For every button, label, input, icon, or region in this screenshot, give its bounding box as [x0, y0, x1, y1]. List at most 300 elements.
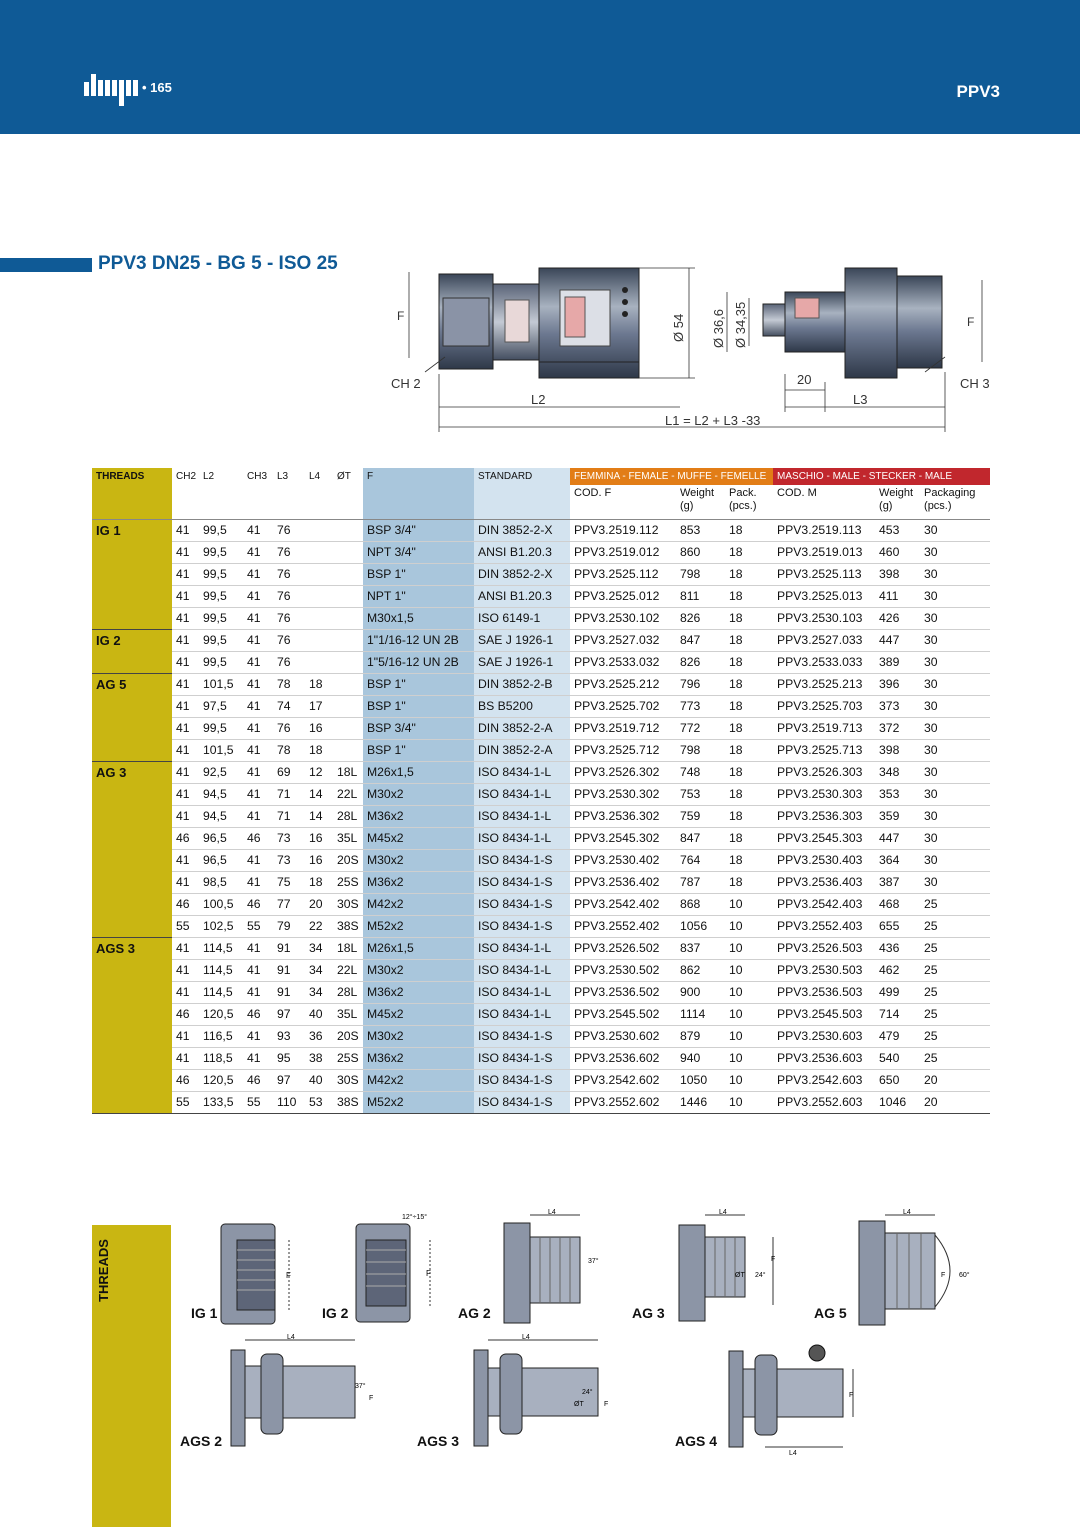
cell-l4: 18	[305, 872, 333, 894]
cell-l4: 34	[305, 938, 333, 960]
cell-weight-f: 826	[676, 608, 725, 630]
col-cod-m: COD. M	[773, 485, 875, 520]
thread-group-cell	[92, 586, 172, 608]
drawing-label-d3435: Ø 34,35	[733, 301, 748, 348]
drawing-label-ch3: CH 3	[960, 376, 990, 391]
table-row	[92, 718, 990, 740]
cell-standard: DIN 3852-2-X	[474, 564, 570, 586]
cell-l3: 75	[273, 872, 305, 894]
cell-cod-f: PPV3.2542.602	[570, 1070, 676, 1092]
cell-pack-f: 18	[725, 586, 773, 608]
cell-ot: 35L	[333, 1004, 363, 1026]
cell-l2: 114,5	[199, 960, 243, 982]
cell-ch3: 41	[243, 982, 273, 1004]
ags2-f-label: F	[369, 1395, 374, 1402]
cell-pack-f: 18	[725, 564, 773, 586]
cell-ch3: 46	[243, 894, 273, 916]
cell-standard: DIN 3852-2-A	[474, 718, 570, 740]
cell-l3: 91	[273, 982, 305, 1004]
cell-weight-f: 796	[676, 674, 725, 696]
thread-group-cell	[92, 740, 172, 762]
cell-l2: 98,5	[199, 872, 243, 894]
cell-weight-f: 798	[676, 564, 725, 586]
cell-weight-m: 1046	[875, 1092, 920, 1114]
cell-l3: 77	[273, 894, 305, 916]
cell-ot: 28L	[333, 982, 363, 1004]
thread-group-cell	[92, 1092, 172, 1114]
thread-group-cell	[92, 960, 172, 982]
cell-l2: 94,5	[199, 784, 243, 806]
cell-l2: 101,5	[199, 674, 243, 696]
cell-ot: 22L	[333, 784, 363, 806]
cell-pack-f: 18	[725, 520, 773, 542]
cell-ch2: 41	[172, 850, 199, 872]
table-row	[92, 630, 990, 652]
cell-pack-m: 30	[920, 652, 990, 674]
thread-group-cell	[92, 696, 172, 718]
cell-f: 1"1/16-12 UN 2B	[363, 630, 474, 652]
table-row	[92, 850, 990, 872]
thread-label-ag3: AG 3	[632, 1305, 665, 1321]
cell-l2: 101,5	[199, 740, 243, 762]
cell-pack-m: 25	[920, 960, 990, 982]
cell-ot	[333, 630, 363, 652]
cell-weight-m: 387	[875, 872, 920, 894]
cell-f: BSP 1"	[363, 564, 474, 586]
cell-standard: SAE J 1926-1	[474, 652, 570, 674]
cell-pack-f: 10	[725, 1070, 773, 1092]
cell-f: M26x1,5	[363, 938, 474, 960]
cell-ch3: 46	[243, 828, 273, 850]
cell-cod-f: PPV3.2545.502	[570, 1004, 676, 1026]
cell-weight-m: 453	[875, 520, 920, 542]
table-row	[92, 674, 990, 696]
cell-l2: 99,5	[199, 630, 243, 652]
thread-ag5-drawing	[855, 1205, 975, 1329]
cell-weight-f: 826	[676, 652, 725, 674]
cell-l3: 76	[273, 520, 305, 542]
drawing-label-d366: Ø 36,6	[711, 308, 726, 348]
cell-l3: 76	[273, 718, 305, 740]
ags4-l4-label: L4	[789, 1450, 797, 1457]
cell-l2: 133,5	[199, 1092, 243, 1114]
cell-weight-m: 426	[875, 608, 920, 630]
cell-weight-f: 1050	[676, 1070, 725, 1092]
drawing-label-f-left: F	[397, 309, 405, 323]
cell-standard: ISO 8434-1-L	[474, 1004, 570, 1026]
cell-weight-f: 860	[676, 542, 725, 564]
cell-pack-f: 18	[725, 784, 773, 806]
thread-group-cell	[92, 806, 172, 828]
cell-cod-f: PPV3.2552.602	[570, 1092, 676, 1114]
cell-l2: 120,5	[199, 1070, 243, 1092]
cell-f: NPT 1"	[363, 586, 474, 608]
cell-l3: 91	[273, 938, 305, 960]
cell-cod-m: PPV3.2530.503	[773, 960, 875, 982]
thread-ag3-drawing	[675, 1205, 785, 1327]
cell-l4: 34	[305, 982, 333, 1004]
cell-l4: 22	[305, 916, 333, 938]
table-row	[92, 828, 990, 850]
cell-ch2: 41	[172, 652, 199, 674]
table-row	[92, 938, 990, 960]
cell-ot: 30S	[333, 894, 363, 916]
cell-weight-f: 1446	[676, 1092, 725, 1114]
table-header-row	[92, 468, 990, 485]
cell-ch3: 41	[243, 960, 273, 982]
cell-cod-m: PPV3.2542.603	[773, 1070, 875, 1092]
thread-group-label: AG 3	[92, 762, 172, 784]
male-coupling-drawing	[763, 268, 942, 378]
cell-l3: 76	[273, 564, 305, 586]
thread-label-ags2: AGS 2	[180, 1433, 223, 1449]
thread-label-ig1: IG 1	[191, 1305, 218, 1321]
drawing-label-d54: Ø 54	[671, 313, 686, 342]
cell-ot	[333, 718, 363, 740]
cell-weight-f: 748	[676, 762, 725, 784]
col-standard: STANDARD	[474, 468, 570, 485]
cell-weight-f: 853	[676, 520, 725, 542]
cell-ch3: 41	[243, 1048, 273, 1070]
col-ch2: CH2	[176, 471, 197, 482]
cell-weight-m: 460	[875, 542, 920, 564]
cell-pack-m: 30	[920, 828, 990, 850]
cell-ch2: 41	[172, 1026, 199, 1048]
cell-standard: DIN 3852-2-X	[474, 520, 570, 542]
ags4-f-label: F	[849, 1392, 854, 1399]
col-f: F	[363, 468, 474, 485]
cell-standard: ISO 8434-1-S	[474, 894, 570, 916]
cell-pack-f: 10	[725, 938, 773, 960]
cell-standard: ISO 6149-1	[474, 608, 570, 630]
cell-pack-m: 25	[920, 1004, 990, 1026]
cell-pack-m: 30	[920, 784, 990, 806]
cell-l4	[305, 520, 333, 542]
cell-ch3: 41	[243, 850, 273, 872]
cell-l4	[305, 652, 333, 674]
cell-ch2: 55	[172, 916, 199, 938]
cell-f: M52x2	[363, 1092, 474, 1114]
cell-ch2: 46	[172, 828, 199, 850]
cell-l4	[305, 542, 333, 564]
thread-group-cell	[92, 1070, 172, 1092]
cell-ch3: 41	[243, 784, 273, 806]
cell-cod-m: PPV3.2519.013	[773, 542, 875, 564]
cell-cod-m: PPV3.2519.713	[773, 718, 875, 740]
thread-group-cell	[92, 718, 172, 740]
cell-pack-m: 30	[920, 586, 990, 608]
table-row	[92, 1004, 990, 1026]
ag2-l4-label: L4	[548, 1209, 556, 1216]
cell-l2: 99,5	[199, 564, 243, 586]
thread-ag2-drawing	[500, 1207, 610, 1329]
cell-cod-m: PPV3.2530.403	[773, 850, 875, 872]
cell-weight-m: 436	[875, 938, 920, 960]
thread-group-cell	[92, 652, 172, 674]
thread-group-cell	[92, 542, 172, 564]
cell-ch3: 41	[243, 542, 273, 564]
cell-standard: DIN 3852-2-B	[474, 674, 570, 696]
thread-ags4-drawing	[725, 1335, 865, 1457]
cell-l2: 96,5	[199, 850, 243, 872]
thread-ags3-drawing	[470, 1330, 620, 1448]
cell-pack-f: 10	[725, 894, 773, 916]
cell-ot: 38S	[333, 1092, 363, 1114]
table-row	[92, 1048, 990, 1070]
cell-pack-m: 30	[920, 740, 990, 762]
cell-weight-m: 479	[875, 1026, 920, 1048]
cell-f: M30x1,5	[363, 608, 474, 630]
col-cod-f: COD. F	[570, 485, 676, 520]
cell-pack-f: 18	[725, 652, 773, 674]
table-row	[92, 542, 990, 564]
cell-ch2: 41	[172, 806, 199, 828]
cell-pack-m: 25	[920, 916, 990, 938]
cell-cod-f: PPV3.2519.012	[570, 542, 676, 564]
table-row	[92, 740, 990, 762]
cell-l4: 36	[305, 1026, 333, 1048]
cell-f: M30x2	[363, 1026, 474, 1048]
ags3-f-label: F	[604, 1401, 609, 1408]
cell-l3: 78	[273, 740, 305, 762]
cell-cod-m: PPV3.2525.703	[773, 696, 875, 718]
title-accent-bar	[0, 258, 92, 272]
cell-l3: 110	[273, 1092, 305, 1114]
cell-cod-m: PPV3.2530.603	[773, 1026, 875, 1048]
cell-l2: 120,5	[199, 1004, 243, 1026]
cell-ch3: 55	[243, 916, 273, 938]
cell-pack-f: 10	[725, 960, 773, 982]
cell-pack-f: 18	[725, 762, 773, 784]
cell-weight-m: 714	[875, 1004, 920, 1026]
cell-standard: ISO 8434-1-S	[474, 872, 570, 894]
cell-ch2: 46	[172, 894, 199, 916]
cell-weight-m: 447	[875, 630, 920, 652]
table-row	[92, 960, 990, 982]
cell-cod-m: PPV3.2527.033	[773, 630, 875, 652]
cell-f: BSP 3/4"	[363, 520, 474, 542]
cell-l3: 74	[273, 696, 305, 718]
cell-weight-f: 847	[676, 828, 725, 850]
cell-ch3: 41	[243, 630, 273, 652]
cell-pack-m: 25	[920, 1048, 990, 1070]
thread-group-label: AG 5	[92, 674, 172, 696]
table-row	[92, 564, 990, 586]
cell-standard: ISO 8434-1-S	[474, 1070, 570, 1092]
table-subheader-row	[92, 485, 990, 520]
cell-l3: 76	[273, 652, 305, 674]
cell-l4: 17	[305, 696, 333, 718]
cell-l3: 78	[273, 674, 305, 696]
table-row	[92, 652, 990, 674]
ag3-angle-label: 24°	[755, 1272, 766, 1279]
cell-cod-f: PPV3.2526.302	[570, 762, 676, 784]
cell-l2: 92,5	[199, 762, 243, 784]
cell-l3: 97	[273, 1004, 305, 1026]
col-l3: L3	[277, 471, 289, 482]
ag3-l4-label: L4	[719, 1209, 727, 1216]
cell-weight-f: 879	[676, 1026, 725, 1048]
page-header	[0, 0, 1080, 134]
cell-cod-f: PPV3.2536.502	[570, 982, 676, 1004]
ig1-f-label: F	[286, 1271, 291, 1280]
cell-pack-f: 18	[725, 718, 773, 740]
cell-cod-f: PPV3.2530.302	[570, 784, 676, 806]
cell-weight-m: 468	[875, 894, 920, 916]
table-row	[92, 894, 990, 916]
thread-group-cell	[92, 916, 172, 938]
cell-ch2: 41	[172, 630, 199, 652]
cell-ch2: 46	[172, 1004, 199, 1026]
cell-pack-m: 30	[920, 674, 990, 696]
col-ch3: CH3	[247, 471, 268, 482]
cell-ch3: 41	[243, 938, 273, 960]
cell-l3: 93	[273, 1026, 305, 1048]
thread-label-ig2: IG 2	[322, 1305, 349, 1321]
cell-weight-f: 940	[676, 1048, 725, 1070]
cell-ch2: 41	[172, 982, 199, 1004]
cell-pack-f: 18	[725, 740, 773, 762]
ag5-l4-label: L4	[903, 1209, 911, 1216]
thread-ags2-drawing	[225, 1330, 385, 1448]
cell-l4: 14	[305, 806, 333, 828]
table-row	[92, 1026, 990, 1048]
cell-pack-m: 25	[920, 938, 990, 960]
cell-f: M36x2	[363, 806, 474, 828]
cell-weight-m: 359	[875, 806, 920, 828]
cell-l2: 96,5	[199, 828, 243, 850]
cell-cod-f: PPV3.2545.302	[570, 828, 676, 850]
cell-pack-f: 18	[725, 608, 773, 630]
cell-cod-m: PPV3.2525.013	[773, 586, 875, 608]
cell-weight-m: 650	[875, 1070, 920, 1092]
male-group-header: MASCHIO - MALE - STECKER - MALE	[773, 468, 990, 485]
cell-cod-f: PPV3.2552.402	[570, 916, 676, 938]
thread-group-cell	[92, 850, 172, 872]
cell-f: BSP 3/4"	[363, 718, 474, 740]
ags2-l4-label: L4	[287, 1334, 295, 1341]
cell-l4	[305, 630, 333, 652]
cell-ch3: 41	[243, 740, 273, 762]
cell-weight-f: 787	[676, 872, 725, 894]
cell-l3: 95	[273, 1048, 305, 1070]
cell-l4: 12	[305, 762, 333, 784]
cell-ot	[333, 674, 363, 696]
cell-cod-m: PPV3.2536.303	[773, 806, 875, 828]
cell-weight-f: 811	[676, 586, 725, 608]
page-number: • 165	[142, 80, 172, 95]
cell-weight-f: 862	[676, 960, 725, 982]
thread-group-cell	[92, 872, 172, 894]
cell-weight-m: 447	[875, 828, 920, 850]
cell-ch2: 41	[172, 542, 199, 564]
cell-standard: ANSI B1.20.3	[474, 542, 570, 564]
cell-ch3: 41	[243, 652, 273, 674]
cell-ch3: 41	[243, 520, 273, 542]
cell-f: 1"5/16-12 UN 2B	[363, 652, 474, 674]
cell-cod-m: PPV3.2545.503	[773, 1004, 875, 1026]
cell-ot	[333, 542, 363, 564]
cell-f: M45x2	[363, 1004, 474, 1026]
cell-cod-m: PPV3.2545.303	[773, 828, 875, 850]
cell-l4: 34	[305, 960, 333, 982]
cell-l2: 102,5	[199, 916, 243, 938]
thread-label-ag2: AG 2	[458, 1305, 491, 1321]
cell-f: M30x2	[363, 850, 474, 872]
cell-weight-f: 772	[676, 718, 725, 740]
cell-ch2: 41	[172, 762, 199, 784]
cell-cod-f: PPV3.2519.112	[570, 520, 676, 542]
cell-ch3: 41	[243, 872, 273, 894]
female-group-header: FEMMINA - FEMALE - MUFFE - FEMELLE	[570, 468, 773, 485]
dmp-logo	[84, 72, 140, 106]
cell-pack-f: 18	[725, 828, 773, 850]
col-weight-m: Weight (g)	[875, 485, 920, 520]
cell-ot: 18L	[333, 762, 363, 784]
cell-l4: 16	[305, 828, 333, 850]
cell-pack-m: 25	[920, 982, 990, 1004]
header-product-code: PPV3	[956, 82, 1000, 101]
cell-cod-m: PPV3.2526.503	[773, 938, 875, 960]
cell-weight-m: 398	[875, 740, 920, 762]
cell-cod-m: PPV3.2536.503	[773, 982, 875, 1004]
cell-cod-f: PPV3.2530.102	[570, 608, 676, 630]
ags3-ot-label: ØT	[574, 1401, 584, 1408]
cell-standard: ISO 8434-1-S	[474, 1092, 570, 1114]
cell-pack-m: 30	[920, 696, 990, 718]
cell-cod-m: PPV3.2536.603	[773, 1048, 875, 1070]
cell-ch2: 41	[172, 608, 199, 630]
cell-standard: ISO 8434-1-L	[474, 762, 570, 784]
col-l4: L4	[309, 471, 321, 482]
cell-l4: 20	[305, 894, 333, 916]
cell-f: M52x2	[363, 916, 474, 938]
coupling-technical-drawing	[385, 262, 990, 437]
cell-ot: 20S	[333, 1026, 363, 1048]
cell-l4	[305, 564, 333, 586]
cell-cod-f: PPV3.2530.402	[570, 850, 676, 872]
cell-ot: 25S	[333, 1048, 363, 1070]
cell-ch2: 41	[172, 564, 199, 586]
cell-pack-m: 20	[920, 1070, 990, 1092]
cell-ch2: 41	[172, 872, 199, 894]
cell-l3: 76	[273, 542, 305, 564]
cell-ot	[333, 608, 363, 630]
cell-l4: 40	[305, 1004, 333, 1026]
cell-cod-f: PPV3.2527.032	[570, 630, 676, 652]
cell-ch2: 41	[172, 696, 199, 718]
cell-l2: 99,5	[199, 586, 243, 608]
cell-ch2: 55	[172, 1092, 199, 1114]
cell-l4: 18	[305, 674, 333, 696]
cell-f: BSP 1"	[363, 696, 474, 718]
col-pack-f: Pack. (pcs.)	[725, 485, 773, 520]
thread-group-cell	[92, 1026, 172, 1048]
cell-ch3: 41	[243, 564, 273, 586]
cell-pack-f: 10	[725, 1092, 773, 1114]
cell-weight-m: 398	[875, 564, 920, 586]
cell-standard: ISO 8434-1-L	[474, 784, 570, 806]
cell-standard: ISO 8434-1-L	[474, 982, 570, 1004]
drawing-label-ch2: CH 2	[391, 376, 421, 391]
cell-cod-m: PPV3.2552.603	[773, 1092, 875, 1114]
cell-ot	[333, 564, 363, 586]
cell-cod-f: PPV3.2536.402	[570, 872, 676, 894]
cell-l3: 71	[273, 806, 305, 828]
cell-standard: ISO 8434-1-S	[474, 1048, 570, 1070]
cell-l2: 99,5	[199, 718, 243, 740]
cell-pack-m: 30	[920, 806, 990, 828]
